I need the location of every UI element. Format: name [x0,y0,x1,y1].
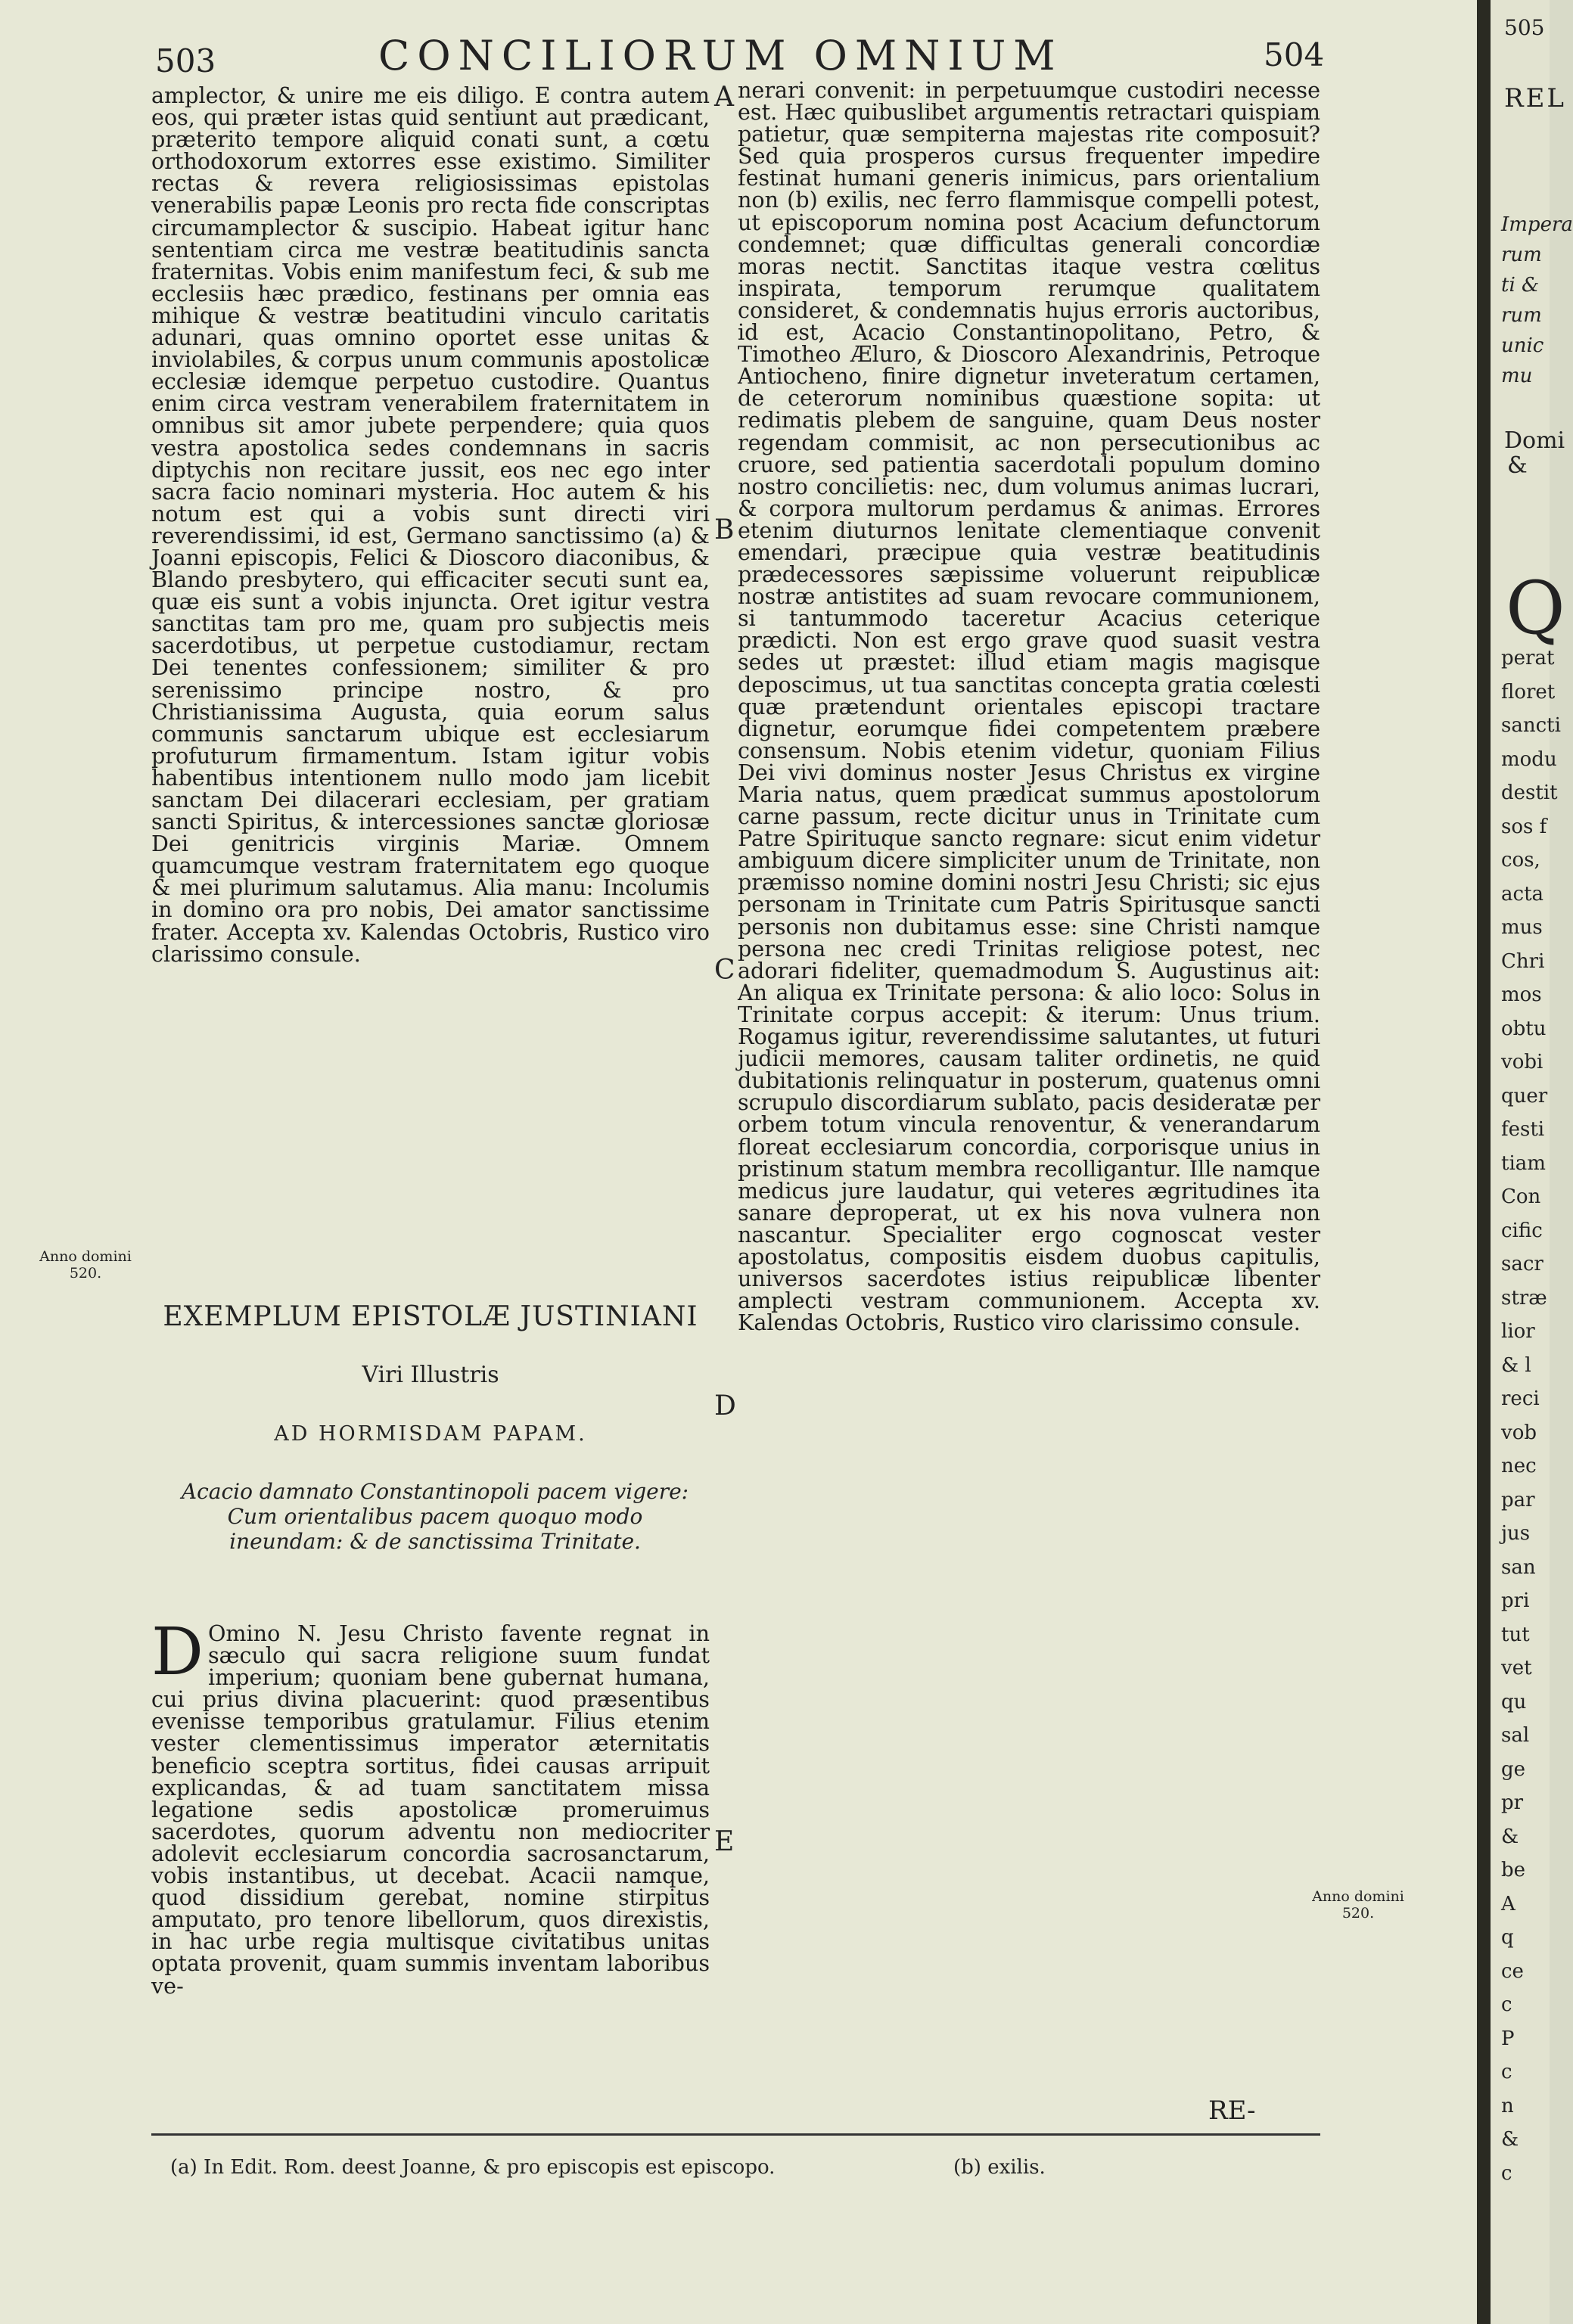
section-subtitle: Viri Illustris [362,1362,499,1388]
next-page-amp-fragment: & [1507,452,1528,479]
next-page-text-line: n [1501,2094,1514,2117]
next-page-text-line: cific [1501,1219,1543,1242]
margin-note-year-left: Anno domini 520. [39,1248,132,1282]
next-page-text-line: san [1501,1555,1536,1579]
next-page-text-line: vob [1501,1421,1537,1444]
next-page-text-line: pri [1501,1589,1530,1612]
next-page-text-line: tut [1501,1623,1530,1646]
next-page-dropcap: Q [1506,566,1565,651]
next-page-text-line: vet [1501,1657,1532,1679]
next-page-text-line: A [1501,1892,1515,1915]
next-page-italic-line: rum [1501,244,1542,266]
letter-text [151,1614,710,1999]
next-page-text-line: Chri [1501,949,1545,973]
next-page-text-line: q [1501,1926,1514,1949]
next-page-text-line: & l [1501,1353,1531,1377]
next-page-heading-fragment: REL [1504,83,1566,113]
next-page-text-line: par [1501,1488,1535,1512]
next-page-text-line: nec [1501,1455,1537,1477]
left-column-text [151,82,710,967]
next-page-text-line: sacr [1501,1253,1543,1275]
next-page-italic-line: unic [1501,334,1544,357]
next-page-text-line: sal [1501,1724,1530,1747]
next-page-text-line: floret [1501,680,1556,704]
next-page-text-line: c [1501,2161,1512,2185]
next-page-italic-line: Impera [1501,213,1573,236]
section-marker-d: D [714,1390,736,1421]
next-page-edge [1491,0,1573,2324]
next-page-text-line: reci [1501,1387,1540,1410]
next-page-italic-line: ti & [1501,274,1540,297]
page-number-left: 503 [155,42,216,79]
next-page-text-line: destit [1501,781,1558,804]
catchword: RE- [1208,2096,1256,2126]
next-page-text-line: obtu [1501,1017,1547,1040]
letter-body: Omino N. Jesu Christo favente regnat in sæculo qui sacra religione suum fundat imperium; quoniam bene gubernat humana, cui prius divina placuerint: quod præsentibus evenisse temporibus gratulamur. Filius etenim vester clementissimus imperator æternitatis beneficio sceptra sortitus, fidei causas arripuit explicandas, & ad tuam sanctitatem missa legatione sedis apostolicæ promeruimus sacerdotes, quorum adventu non mediocriter adolevit ecclesiarum concordia sacrosanctarum, vobis instantibus, ut decebat. Acacii namque, quod dissidium gerebat, nomine stirpitus amputato, pro tenore libellorum, quos direxistis, in hac urbe regia multisque civitatibus unitas optata provenit, quam summis inventam laboribus ve- [151,1620,710,1999]
next-page-text-line: stræ [1501,1286,1547,1310]
next-page-text-line: perat [1501,647,1555,670]
next-page-number: 505 [1504,15,1545,40]
next-page-text-line: ge [1501,1757,1526,1781]
next-page-text-line: quer [1501,1084,1548,1108]
next-page-text-line: tiam [1501,1151,1546,1175]
next-page-text-line: ce [1501,1959,1524,1983]
section-addressee: AD HORMISDAM PAPAM. [274,1422,587,1446]
next-page-text-line: cos, [1501,849,1540,872]
next-page-text-line: & [1501,2128,1519,2151]
letter-dropcap: D [151,1614,204,1690]
margin-note-year-right: Anno domini 520. [1312,1888,1404,1922]
right-column-body: nerari convenit: in perpetuumque custodiri necesse est. Hæc quibuslibet argumentis retractari quispiam patietur, quæ sempiterna majestas rite composuit? Sed quia prosperos cursus frequenter impedire festinat humani generis inimicus, pars orientalium non (b) exilis, nec ferro flammisque compelli potest, ut episcoporum nomina post Acacium defunctorum condemnet; quæ difficultas generali concordiæ moras nectit. Sanctitas itaque vestra cœlitus inspirata, temporum rerumque qualitatem consideret, & condemnatis hujus erroris auctoribus, id est, Acacio Constantinopolitano, Petro, & Timotheo Æluro, & Dioscoro Alexandrinis, Petroque Antiocheno, finire dignetur inveteratum certamen, de ceterorum nominibus quæstione sopita: ut redimatis plebem de sanguine, quam Deus noster regendam commisit, ac non persecutionibus ac cruore, sed patientia sacerdotali populum domino nostro concilietis: nec, dum volumus animas lucrari, & corpora multorum perdamus & animas. Errores etenim diuturnos lenitate clementiaque convenit emendari, præcipue quia vestræ beatitudinis prædecessores sæpissime voluerunt reipublicæ nostræ antistites ad suam revocare communionem, si tantummodo taceretur Acacius ceterique prædicti. Non est ergo grave quod suasit vestra sedes ut præstet: illud etiam magis magisque deposcimus, ut tua sanctitas concepta gratia cœlesti quæ prætendunt orientales episcopi tractare dignetur, eorumque fidei competentem præbere consensum. Nobis etenim videtur, quoniam Filius Dei vivi dominus noster Jesus Christus ex virgine Maria natus, quem prædicat summus apostolorum carne passum, recte dicitur unus in Trinitate cum Patre Spirituque sancto regnare: sicut enim videtur ambiguum dicere simpliciter unum de Trinitate, non præmisso nomine domini nostri Jesu Christi; sic ejus personam in Trinitate cum Patris Spiritusque sancti personis non dubitamus esse: sine Christi namque persona nec credi Trinitas religiose potest, nec adorari fideliter, quemadmodum S. Augustinus ait: An aliqua ex Trinitate persona: & alio loco: Solus in Trinitate corpus accepit: & iterum: Unus trium. Rogamus igitur, reverendissime salutantes, ut futuri judicii memores, causam taliter ordinetis, ne quid dubitationis relinquatur in posterum, quatenus omni scrupulo discordiarum sublato, pacis desideratæ per orbem totum vincula renoventur, & venerandarum floreat ecclesiarum concordia, corporisque unius in pristinum statum membra recolligantur. Ille namque medicus jure laudatur, qui veteres ægritudines ita sanare deproperat, ut ex his nova vulnera non nascantur. Specialiter ergo cognoscat vester apostolatus, compositis eisdem duobus capitulis, universos sacerdotes istius reipublicæ libenter amplecti vestram communionem. Accepta xv. Kalendas Octobris, Rustico viro clarissimo consule. [738,77,1320,1336]
next-page-text-line: & [1501,1825,1519,1848]
section-argument: Acacio damnato Constantinopoli pacem vigere: Cum orientalibus pacem quoquo modo ineundam: & de sanctissima Trinitate. [181,1479,689,1554]
next-page-text-line: qu [1501,1690,1527,1713]
left-column-body: amplector, & unire me eis diligo. E contra autem eos, qui præter istas quid sentiunt aut prædicant, præterito tempore aliquid conati sunt, a cœtu orthodoxorum extorres esse existimo. Similiter rectas & revera religiosissimas epistolas venerabilis papæ Leonis pro recta fide conscriptas circumamplector & suscipio. Habeat igitur hanc sententiam circa me vestræ beatitudinis sancta fraternitas. Vobis enim manifestum feci, & sub me ecclesiis hæc prædico, festinans per omnia eas mihique & vestræ beatitudini vinculo caritatis adunari, quas omnino oportet esse unitas & inviolabiles, & corpus unum communis apostolicæ ecclesiæ idemque perpetuo custodire. Quantus enim circa vestram venerabilem fraternitatem in omnibus sit amor jubete perpendere; quia quos vestra apostolica sedes condemnans in sacris diptychis non recitare jussit, eos nec ego inter sacra facio nominari mysteria. Hoc autem & his notum est qui a vobis sunt directi viri reverendissimi, id est, Germano sanctissimo (a) & Joanni episcopis, Felici & Dioscoro diaconibus, & Blando presbytero, qui efficaciter secuti sunt ea, quæ eis sunt a vobis injuncta. Oret igitur vestra sanctitas tam pro me, quam pro subjectis meis sacerdotibus, ut perpetue custodiamur, rectam Dei tenentes confessionem; similiter & pro serenissimo principe nostro, & pro Christianissima Augusta, quia eorum salus communis sanctarum ubique est ecclesiarum profuturum firmamentum. Istam igitur vobis habentibus intentionem nullo modo jam licebit sanctam Dei dilacerari ecclesiam, per gratiam sancti Spiritus, & intercessiones sanctæ gloriosæ Dei genitricis virginis Mariæ. Omnem quamcumque vestram fraternitatem ego quoque & mei plurimum salutamus. Alia manu: Incolumis in domino ora pro nobis, Dei amator sanctissime frater. Accepta xv. Kalendas Octobris, Rustico viro clarissimo consule. [151,82,710,967]
section-marker-a: A [714,82,734,113]
page-number-right: 504 [1264,36,1325,73]
next-page-text-line: festi [1501,1118,1545,1141]
next-page-text-line: P [1501,2027,1515,2050]
next-page-text-line: acta [1501,882,1544,906]
next-page-text-line: mus [1501,916,1543,939]
next-page-italic-line: mu [1501,365,1533,387]
next-page-dom-fragment: Domi [1504,427,1565,454]
footnote-b: (b) exilis. [953,2156,1046,2179]
next-page-text-line: c [1501,1993,1512,2016]
next-page-text-line: sos f [1501,815,1547,838]
next-page-text-line: modu [1501,747,1557,771]
next-page-text-line: Con [1501,1185,1541,1208]
next-page-text-line: be [1501,1859,1526,1881]
right-column-text [738,79,1320,1334]
next-page-text-line: mos [1501,983,1542,1006]
section-title: EXEMPLUM EPISTOLÆ JUSTINIANI [163,1301,698,1332]
running-title: CONCILIORUM OMNIUM [378,32,1063,79]
book-gutter [1477,0,1491,2324]
next-page-text-line: lior [1501,1320,1535,1343]
next-page-text-line: pr [1501,1791,1524,1814]
next-page-italic-line: rum [1501,304,1542,327]
next-page-text-line: sancti [1501,714,1561,737]
next-page-text-line: jus [1501,1522,1531,1545]
footnote-a: (a) In Edit. Rom. deest Joanne, & pro episcopis est episcopo. [170,2156,776,2179]
next-page-text-line: c [1501,2061,1512,2083]
footnote-rule [151,2133,1320,2136]
section-marker-e: E [714,1826,735,1857]
section-marker-b: B [714,514,735,545]
next-page-text-line: vobi [1501,1051,1543,1073]
section-marker-c: C [714,955,735,986]
